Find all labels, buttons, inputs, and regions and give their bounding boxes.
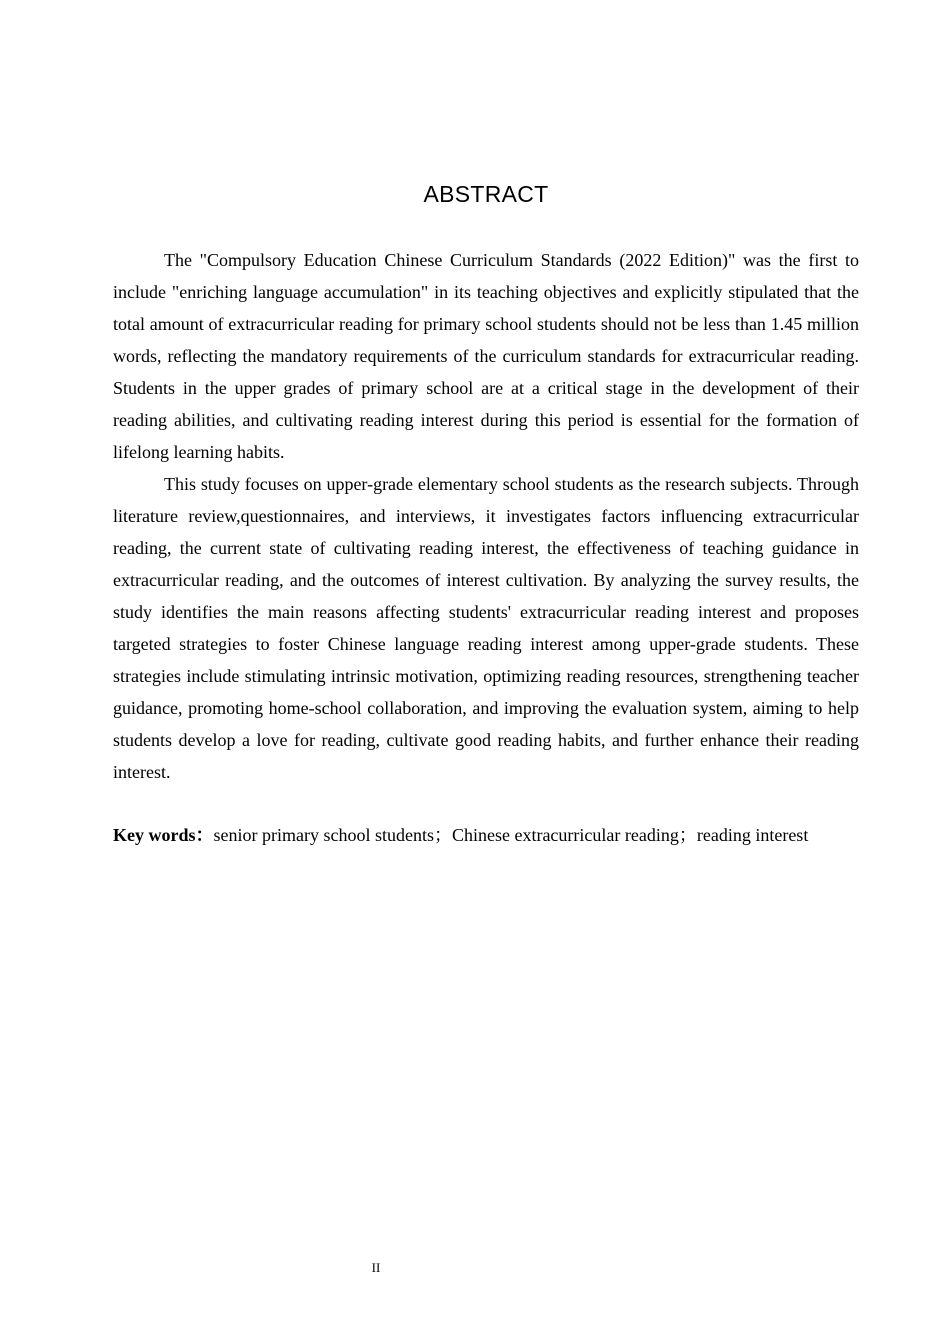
keywords-label: Key words： bbox=[113, 825, 214, 845]
abstract-title: ABSTRACT bbox=[423, 181, 549, 207]
keyword-item: reading interest bbox=[696, 825, 809, 845]
keywords-line bbox=[113, 819, 883, 851]
page-number: II bbox=[371, 1260, 381, 1275]
keyword-item: senior primary school students； bbox=[213, 825, 452, 845]
abstract-paragraph-1: The "Compulsory Education Chinese Curriculum Standards (2022 Edition)" was the first to include "enriching language accumulation" in its teaching objectives and explicitly stipulated that the total amount of extracurricular reading for primary school students should not be less than 1.45 million words, reflecting the mandatory requirements of the curriculum standards for extracurricular reading. Students in the upper grades of primary school are at a critical stage in the development of their reading abilities, and cultivating reading interest during this period is essential for the formation of lifelong learning habits. bbox=[113, 250, 859, 462]
abstract-paragraph-2: This study focuses on upper-grade elementary school students as the research subjects. Through literature review,questionnaires, and interviews, it investigates factors influencing extracurricular reading, the current state of cultivating reading interest, the effectiveness of teaching guidance in extracurricular reading, and the outcomes of interest cultivation. By analyzing the survey results, the study identifies the main reasons affecting students' extracurricular reading interest and proposes targeted strategies to foster Chinese language reading interest among upper-grade students. These strategies include stimulating intrinsic motivation, optimizing reading resources, strengthening teacher guidance, promoting home-school collaboration, and improving the evaluation system, aiming to help students develop a love for reading, cultivate good reading habits, and further enhance their reading interest. bbox=[113, 474, 859, 782]
abstract-body bbox=[113, 244, 859, 788]
keyword-item: Chinese extracurricular reading； bbox=[451, 825, 697, 845]
